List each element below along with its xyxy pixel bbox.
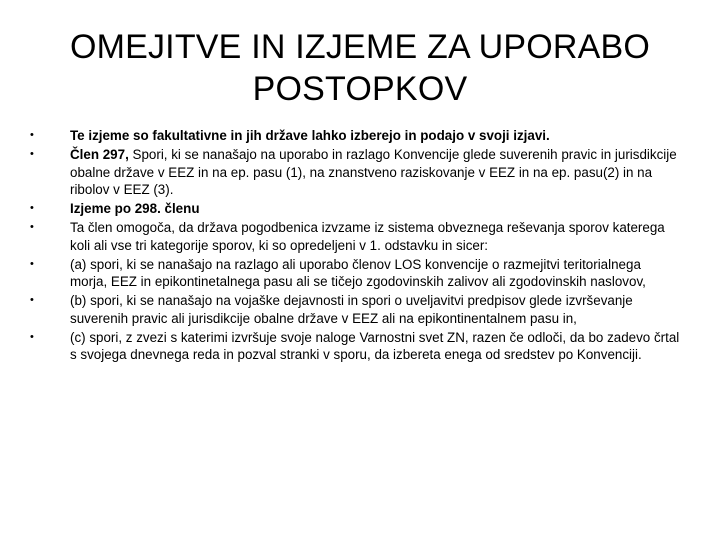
bullet-dot-icon: • [30, 202, 34, 215]
bullet-text: (c) spori, z zvezi s katerimi izvršuje svoje naloge Varnostni svet ZN, razen če odloči, da bo zadevo črtal s svojega dnevnega reda in pozval stranki v sporu, da izbereta enega od sredstev po Konvenciji. [70, 329, 680, 363]
bullet-dot-icon: • [30, 294, 34, 307]
slide-title: OMEJITVE IN IZJEME ZA UPORABO POSTOPKOV [69, 28, 651, 108]
bullet-text: Spori, ki se nanašajo na uporabo in razlago Konvencije glede suverenih pravic in jurisdikcije obalne države v EEZ in na ep. pasu (1), na znanstveno raziskovanje v EEZ in na ep. pasu(2) in na ribolov v EEZ (3). [70, 146, 677, 198]
bullet-item [30, 329, 680, 364]
bullet-bold-text: Te izjeme so fakultativne in jih države lahko izberejo in podajo v svoji izjavi. [70, 128, 550, 143]
bullet-list [30, 127, 680, 365]
bullet-item [30, 292, 680, 327]
bullet-item [30, 146, 680, 199]
bullet-bold-text: Člen 297, [70, 146, 129, 162]
bullet-item [30, 127, 680, 145]
bullet-dot-icon: • [30, 147, 34, 160]
bullet-item [30, 219, 680, 254]
bullet-item [30, 200, 680, 218]
bullet-dot-icon: • [30, 129, 34, 141]
bullet-bold-text: Izjeme po 298. členu [70, 201, 200, 217]
bullet-text: Ta člen omogoča, da država pogodbenica izvzame iz sistema obveznega reševanja sporov katerega koli ali vse tri kategorije sporov, ki so opredeljeni v 1. odstavku in sicer: [70, 220, 665, 253]
bullet-text: (a) spori, ki se nanašajo na razlago ali uporabo členov LOS konvencije o razmejitvi teritorialnega morja, EEZ in epikontinetalnega pasu ali se tičejo zgodovinskih zalivov ali zgodovinskih naslovov, [70, 256, 646, 290]
bullet-text: (b) spori, ki se nanašajo na vojaške dejavnosti in spori o uveljavitvi predpisov glede izvrševanje suverenih pravic ali jurisdikcije obalne države v EEZ ali na epikontinentalnem pasu in, [70, 293, 633, 326]
bullet-item [30, 256, 680, 291]
bullet-dot-icon: • [30, 330, 34, 343]
bullet-dot-icon: • [30, 221, 34, 234]
bullet-dot-icon: • [30, 257, 34, 270]
